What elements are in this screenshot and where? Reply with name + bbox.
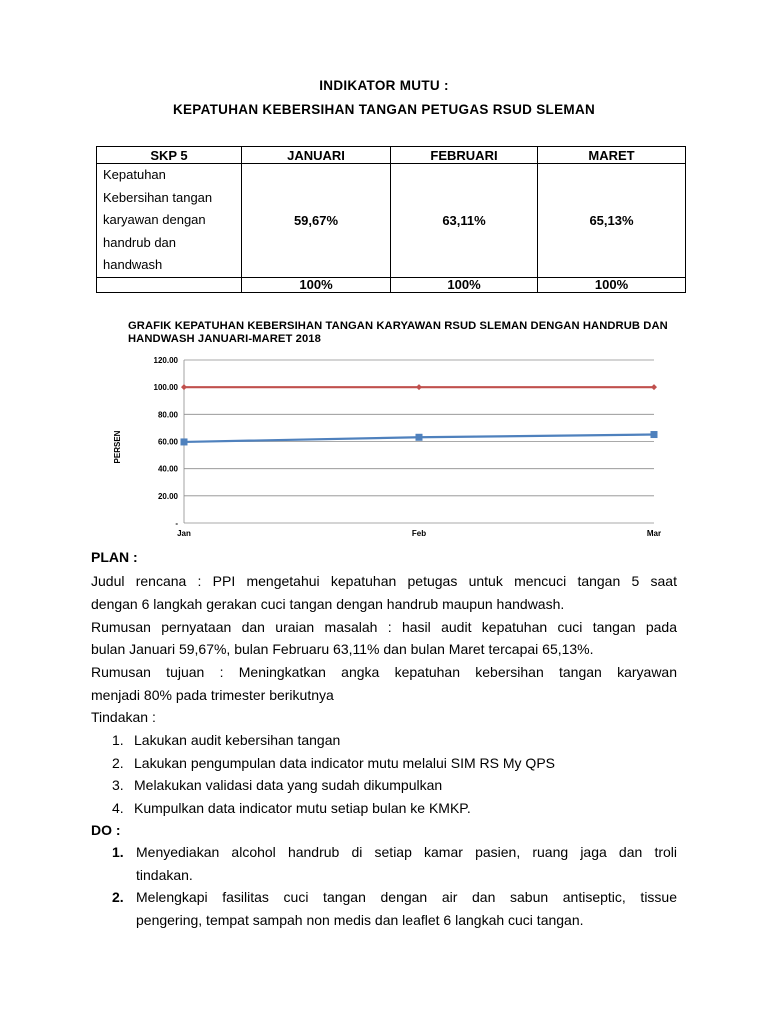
plan-judul-line1: Judul rencana : PPI mengetahui kepatuhan petugas untuk mencuci tangan 5 saat (91, 573, 677, 589)
indicator-table (96, 146, 686, 293)
description-line: Kepatuhan (103, 167, 166, 182)
list-number: 4. (112, 800, 124, 816)
data-point (416, 384, 422, 390)
list-text: Lakukan pengumpulan data indicator mutu melalui SIM RS My QPS (134, 755, 555, 771)
table-header-januari: JANUARI (242, 147, 391, 164)
compliance-line-chart (100, 352, 680, 542)
target-januari: 100% (242, 277, 391, 292)
x-tick-label: Jan (177, 529, 191, 538)
plan-tujuan-line1: Rumusan tujuan : Meningkatkan angka kepatuhan kebersihan tangan karyawan (91, 664, 677, 680)
plan-judul-line2: dengan 6 langkah gerakan cuci tangan dengan handrub maupun handwash. (91, 596, 565, 612)
list-item (112, 752, 555, 775)
y-tick-label: 60.00 (157, 437, 178, 447)
chart-x-tick-labels (177, 529, 661, 538)
do-text-line1: Menyediakan alcohol handrub di setiap kamar pasien, ruang jaga dan troli (136, 844, 677, 860)
value-januari: 59,67% (242, 164, 391, 278)
do-list-item (112, 886, 677, 931)
y-tick-label: 40.00 (157, 464, 178, 474)
y-tick-label: - (175, 519, 178, 528)
do-number: 2. (112, 889, 124, 905)
y-tick-label: 80.00 (157, 410, 178, 420)
x-tick-label: Mar (646, 529, 662, 538)
list-number: 1. (112, 732, 124, 748)
target-row (97, 277, 686, 292)
do-number: 1. (112, 844, 124, 860)
data-point (651, 431, 658, 438)
table-header-skp: SKP 5 (97, 147, 242, 164)
list-text: Kumpulkan data indicator mutu setiap bulan ke KMKP. (134, 800, 471, 816)
indicator-description (97, 164, 242, 278)
table-header-row (97, 147, 686, 164)
value-februari: 63,11% (391, 164, 538, 278)
table-header-maret: MARET (538, 147, 686, 164)
list-item (112, 797, 471, 820)
target-maret: 100% (538, 277, 686, 292)
chart-series (181, 384, 658, 445)
data-point (181, 384, 187, 390)
target-februari: 100% (391, 277, 538, 292)
do-text-line2: tindakan. (136, 866, 193, 883)
data-point (416, 434, 423, 441)
list-item (112, 774, 442, 797)
table-header-februari: FEBRUARI (391, 147, 538, 164)
description-line: handrub dan (103, 234, 177, 250)
value-maret: 65,13% (538, 164, 686, 278)
description-line: karyawan dengan (103, 212, 206, 227)
list-number: 3. (112, 777, 124, 793)
document-title: INDIKATOR MUTU : (319, 78, 449, 93)
plan-heading: PLAN : (91, 549, 138, 565)
table-row (97, 164, 686, 278)
do-text-line2: pengering, tempat sampah non medis dan leaflet 6 langkah cuci tangan. (136, 911, 584, 928)
description-line: handwash (103, 257, 163, 272)
data-point (181, 438, 188, 445)
chart-y-axis-label: PERSEN (113, 430, 122, 464)
do-text-line1: Melengkapi fasilitas cuci tangan dengan air dan sabun antiseptic, tissue (136, 889, 677, 905)
x-tick-label: Feb (411, 529, 427, 538)
target-label-cell (97, 277, 242, 292)
y-tick-label: 100.00 (153, 383, 178, 393)
y-tick-label: 20.00 (157, 491, 178, 501)
document-subtitle: KEPATUHAN KEBERSIHAN TANGAN PETUGAS RSUD SLEMAN (172, 102, 596, 117)
do-list-item (112, 841, 677, 886)
list-number: 2. (112, 755, 124, 771)
plan-tujuan-line2: menjadi 80% pada trimester berikutnya (91, 687, 334, 703)
chart-title: GRAFIK KEPATUHAN KEBERSIHAN TANGAN KARYAWAN RSUD SLEMAN DENGAN HANDRUB DAN HANDWASH JANUARI-MARET 2018 (128, 320, 668, 345)
plan-rumusan-line2: bulan Januari 59,67%, bulan Februaru 63,11% dan bulan Maret tercapai 65,13%. (91, 641, 594, 657)
list-text: Melakukan validasi data yang sudah dikumpulkan (134, 777, 443, 793)
plan-rumusan-line1: Rumusan pernyataan dan uraian masalah : hasil audit kepatuhan cuci tangan pada (91, 619, 677, 635)
tindakan-label: Tindakan : (91, 709, 156, 725)
list-item (112, 729, 340, 752)
description-line: Kebersihan tangan (103, 189, 213, 205)
list-text: Lakukan audit kebersihan tangan (134, 732, 341, 748)
y-tick-label: 120.00 (153, 356, 178, 365)
chart-y-tick-labels (154, 356, 179, 528)
do-heading: DO : (91, 822, 121, 838)
data-point (651, 384, 657, 390)
